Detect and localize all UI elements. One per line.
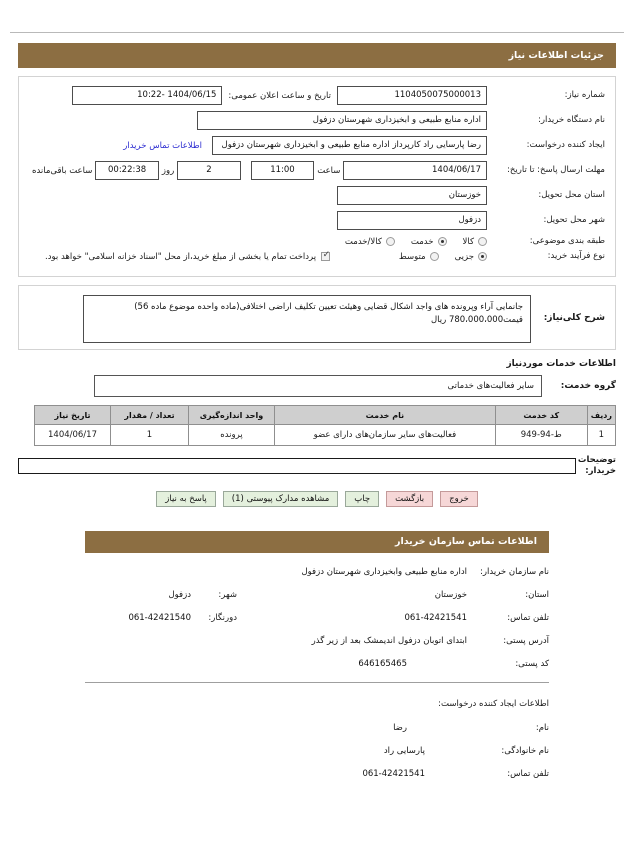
contact-phone-row xyxy=(85,613,549,623)
process-type-row xyxy=(29,251,605,262)
summary-panel xyxy=(18,285,616,350)
classification-option-label: خدمت xyxy=(410,236,434,247)
classification-option-label: کالا xyxy=(462,236,474,247)
contact-phone-value: 061-42421541 xyxy=(404,613,467,623)
summary-line-1: جانمایی آراء وپرونده های واجد اشکال قضایی وهیئت تعیین تکلیف اراضی اختلافی(ماده واحده موضوع ماده 56) xyxy=(134,302,523,312)
contact-city-value: دزفول xyxy=(168,590,191,600)
buyer-org-row xyxy=(29,111,605,130)
requester-phone-label: تلفن تماس: xyxy=(507,769,549,779)
requester-last-name-label: نام خانوادگی: xyxy=(501,746,549,756)
process-type-option-motevaset[interactable] xyxy=(399,252,439,262)
col-quantity: تعداد / مقدار xyxy=(111,406,189,425)
contact-address-value: ابتدای اتوبان دزفول اندیمشک بعد از زیر گذر xyxy=(311,636,467,646)
respond-to-need-button[interactable]: پاسخ به نیاز xyxy=(156,491,216,507)
province-label: استان محل تحویل: xyxy=(538,190,605,200)
buyer-contact-link[interactable]: اطلاعات تماس خریدار xyxy=(123,140,202,151)
requester-first-name-value: رضا xyxy=(393,723,407,733)
buyer-notes-row xyxy=(18,455,616,477)
print-button[interactable]: چاپ xyxy=(345,491,379,507)
col-code: کد خدمت xyxy=(495,406,587,425)
contact-province-value: خوزستان xyxy=(434,590,467,600)
contact-postal-row xyxy=(85,659,549,669)
classification-option-label: کالا/خدمت xyxy=(344,236,382,247)
contact-postal-value: 646165465 xyxy=(358,659,407,669)
cell-index: 1 xyxy=(587,425,615,446)
requester-last-name-value: پارسایی راد xyxy=(383,746,425,756)
contact-city-label: شهر: xyxy=(218,590,237,600)
remaining-label: ساعت باقی‌مانده xyxy=(31,165,93,176)
exit-button[interactable]: خروج xyxy=(440,491,478,507)
deadline-time-value: 11:00 xyxy=(251,161,315,180)
services-section-title: اطلاعات خدمات موردنیاز xyxy=(506,359,616,369)
announce-label: تاریخ و ساعت اعلان عمومی: xyxy=(228,90,331,101)
buyer-contact-body xyxy=(85,567,549,779)
requester-first-name-label: نام: xyxy=(535,723,549,733)
cell-code: ط-94-949 xyxy=(495,425,587,446)
checkbox-icon[interactable] xyxy=(321,252,330,261)
announce-value: 1404/06/15 -10:22 xyxy=(72,86,222,105)
summary-line-2: قیمت780،000،000 ریال xyxy=(430,315,523,325)
requester-first-name-row xyxy=(85,723,549,733)
city-value: دزفول xyxy=(337,211,487,230)
classification-option-kala-khedmat[interactable] xyxy=(345,237,395,247)
service-group-row xyxy=(18,375,616,397)
contact-fax-value: 061-42421540 xyxy=(128,613,191,623)
radio-icon[interactable] xyxy=(438,237,447,246)
top-divider xyxy=(10,32,624,33)
treasury-note: پرداخت تمام یا بخشی از مبلغ خرید،از محل "اسناد خزانه اسلامی" خواهد بود. xyxy=(45,251,317,262)
contact-province-row xyxy=(85,590,549,600)
table-header-row xyxy=(35,406,616,425)
table-row xyxy=(35,425,616,446)
buyer-notes-label: توضیحات خریدار: xyxy=(577,455,616,476)
summary-row xyxy=(29,295,605,343)
hour-label: ساعت xyxy=(317,165,341,176)
action-button-bar xyxy=(0,491,634,507)
classification-label: طبقه بندی موضوعی: xyxy=(529,236,605,246)
buyer-notes-input[interactable] xyxy=(18,458,576,474)
requester-phone-row xyxy=(85,769,549,779)
city-row xyxy=(29,211,605,230)
creator-label: ایجاد کننده درخواست: xyxy=(526,140,605,151)
cell-quantity: 1 xyxy=(111,425,189,446)
requester-last-name-row xyxy=(85,746,549,756)
process-type-label: نوع فرآیند خرید: xyxy=(547,251,605,261)
remaining-clock-value: 00:22:38 xyxy=(95,161,159,180)
need-number-row xyxy=(29,86,605,105)
service-group-value: سایر فعالیت‌های خدماتی xyxy=(94,375,542,397)
need-details-header: جزئیات اطلاعات نیاز xyxy=(18,43,616,68)
need-details-panel xyxy=(18,76,616,277)
requester-phone-value: 061-42421541 xyxy=(362,769,425,779)
radio-icon[interactable] xyxy=(430,252,439,261)
radio-icon[interactable] xyxy=(478,237,487,246)
cell-need-date: 1404/06/17 xyxy=(35,425,111,446)
province-row xyxy=(29,186,605,205)
contact-org-value: اداره منابع طبیعی وابخیزداری شهرستان دزفول xyxy=(301,567,467,577)
contact-phone-label: تلفن تماس: xyxy=(507,613,549,623)
treasury-checkbox-group[interactable] xyxy=(45,252,330,262)
requester-section-title: اطلاعات ایجاد کننده درخواست: xyxy=(438,699,549,709)
remaining-days-value: 2 xyxy=(177,161,241,180)
summary-box xyxy=(83,295,531,343)
contact-postal-label: کد پستی: xyxy=(515,659,549,669)
buyer-org-label: نام دستگاه خریدار: xyxy=(538,115,605,125)
radio-icon[interactable] xyxy=(386,237,395,246)
service-group-label: گروه خدمت: xyxy=(560,381,616,391)
need-number-label: شماره نیاز: xyxy=(564,90,605,100)
services-table xyxy=(34,405,616,446)
summary-label: شرح کلی‌نیاز: xyxy=(543,313,605,323)
col-unit: واحد اندازه‌گیری xyxy=(189,406,275,425)
process-type-option-label: متوسط xyxy=(398,251,426,262)
contact-org-row xyxy=(85,567,549,577)
contact-province-label: استان: xyxy=(525,590,549,600)
col-name: نام خدمت xyxy=(275,406,496,425)
process-type-option-label: جزیی xyxy=(454,251,474,262)
back-button[interactable]: بازگشت xyxy=(386,491,433,507)
creator-value: رضا پارسایی راد کارپرداز اداره منابع طبیعی و ابخیزداری شهرستان دزفول xyxy=(212,136,487,155)
contact-fax-label: دورنگار: xyxy=(208,613,237,623)
radio-icon[interactable] xyxy=(478,252,487,261)
contact-divider xyxy=(85,682,549,683)
col-need-date: تاریخ نیاز xyxy=(35,406,111,425)
view-attachments-button[interactable]: مشاهده مدارک پیوستی (1) xyxy=(223,491,338,507)
buyer-contact-header: اطلاعات تماس سازمان خریدار xyxy=(85,531,549,553)
col-index: ردیف xyxy=(587,406,615,425)
buyer-org-value: اداره منابع طبیعی و ابخیزداری شهرستان دزفول xyxy=(197,111,487,130)
deadline-label: مهلت ارسال پاسخ: تا تاریخ: xyxy=(507,165,605,176)
contact-address-row xyxy=(85,636,549,646)
deadline-date-value: 1404/06/17 xyxy=(343,161,487,180)
need-number-value: 1104050075000013 xyxy=(337,86,487,105)
classification-option-kala[interactable] xyxy=(463,237,487,247)
creator-row xyxy=(29,136,605,155)
classification-row xyxy=(29,236,605,247)
cell-name: فعالیت‌های سایر سازمان‌های دارای عضو xyxy=(275,425,496,446)
process-type-option-jozi[interactable] xyxy=(455,252,487,262)
province-value: خوزستان xyxy=(337,186,487,205)
classification-option-khedmat[interactable] xyxy=(411,237,447,247)
page-root xyxy=(0,32,634,867)
cell-unit: پرونده xyxy=(189,425,275,446)
deadline-row xyxy=(29,161,605,180)
contact-org-label: نام سازمان خریدار: xyxy=(480,567,549,577)
contact-address-label: آدرس پستی: xyxy=(503,636,549,646)
days-label: روز xyxy=(161,165,175,176)
city-label: شهر محل تحویل: xyxy=(543,215,605,225)
